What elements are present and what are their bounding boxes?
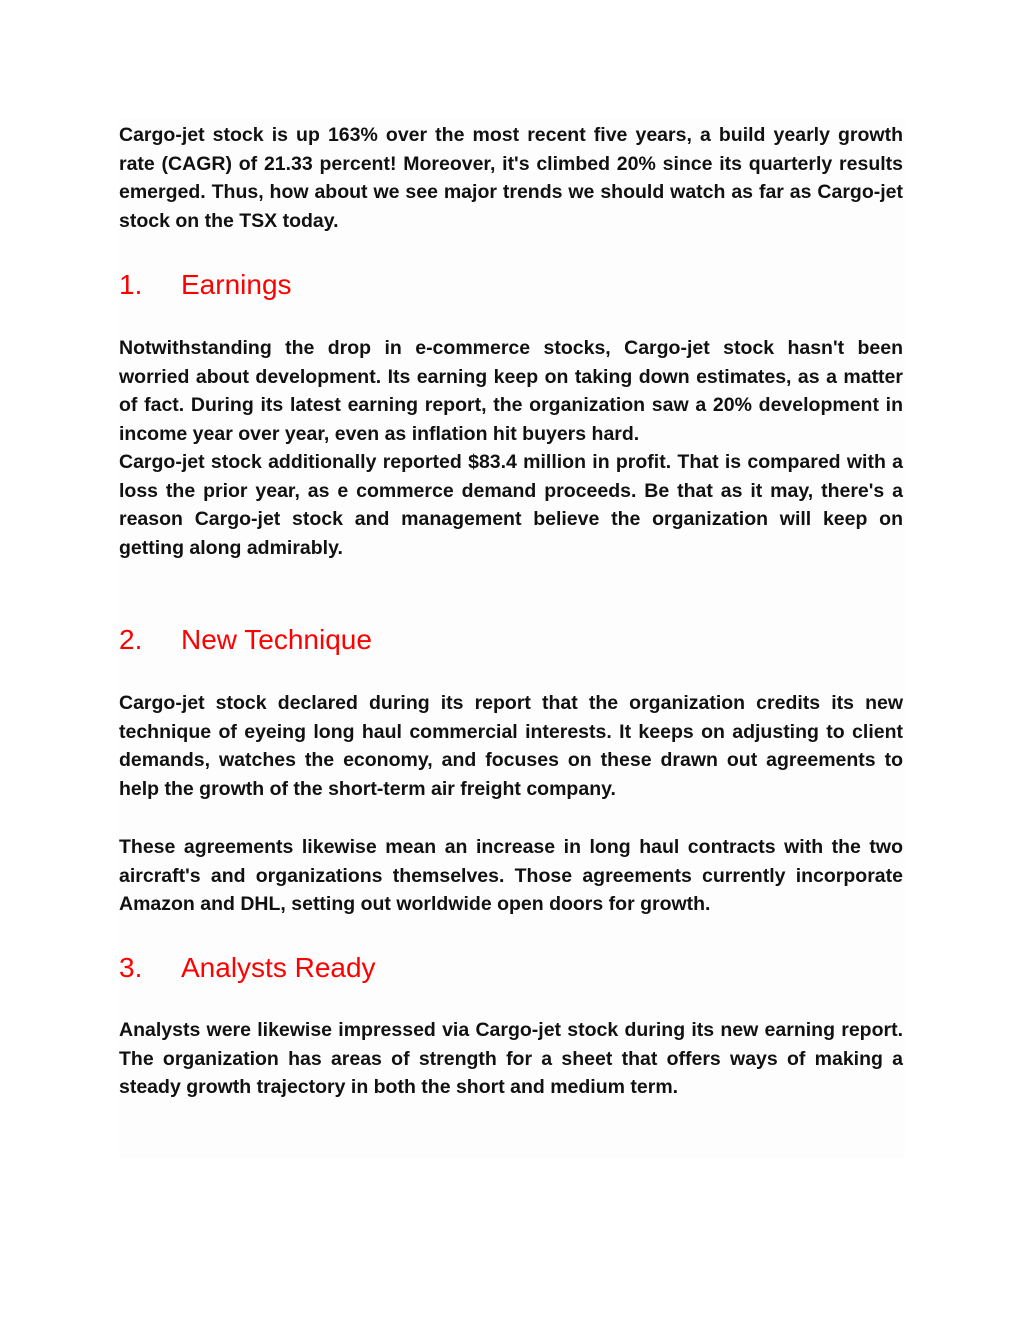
analysts-paragraph: Analysts were likewise impressed via Cargo-jet stock during its new earning report. The organization has areas of strength for a sheet that offers ways of making a steady growth trajectory in both the short and medium term. xyxy=(119,1019,903,1099)
document-body xyxy=(119,118,905,1158)
technique-paragraph-2: These agreements likewise mean an increase in long haul contracts with the two aircraft's and organizations themselves. Those agreements currently incorporate Amazon and DHL, setting out worldwide open doors for growth. xyxy=(119,836,903,916)
earnings-paragraph-2: Cargo-jet stock additionally reported $83.4 million in profit. That is compared with a loss the prior year, as e commerce demand proceeds. Be that as it may, there's a reason Cargo-jet stock and management believe the organization will keep on getting along admirably. xyxy=(119,451,903,560)
section-title: New Technique xyxy=(181,624,372,655)
section-heading-analysts-ready xyxy=(119,951,376,985)
earnings-paragraph-1: Notwithstanding the drop in e-commerce stocks, Cargo-jet stock hasn't been worried about development. Its earning keep on taking down estimates, as a matter of fact. During its latest earning report, the organization saw a 20% development in income year over year, even as inflation hit buyers hard. xyxy=(119,337,903,446)
section-title: Analysts Ready xyxy=(181,952,376,983)
section-heading-earnings xyxy=(119,268,292,302)
section-number: 1. xyxy=(119,269,143,300)
section-number: 2. xyxy=(119,624,143,655)
intro-paragraph: Cargo-jet stock is up 163% over the most recent five years, a build yearly growth rate (CAGR) of 21.33 percent! Moreover, it's climbed 20% since its quarterly results emerged. Thus, how about we see major trends we should watch as far as Cargo-jet stock on the TSX today. xyxy=(119,124,903,233)
technique-paragraph-1: Cargo-jet stock declared during its report that the organization credits its new technique of eyeing long haul commercial interests. It keeps on adjusting to client demands, watches the economy, and focuses on these drawn out agreements to help the growth of the short-term air freight company. xyxy=(119,692,903,801)
section-number: 3. xyxy=(119,952,143,983)
section-title: Earnings xyxy=(181,269,292,300)
section-heading-new-technique xyxy=(119,623,372,657)
